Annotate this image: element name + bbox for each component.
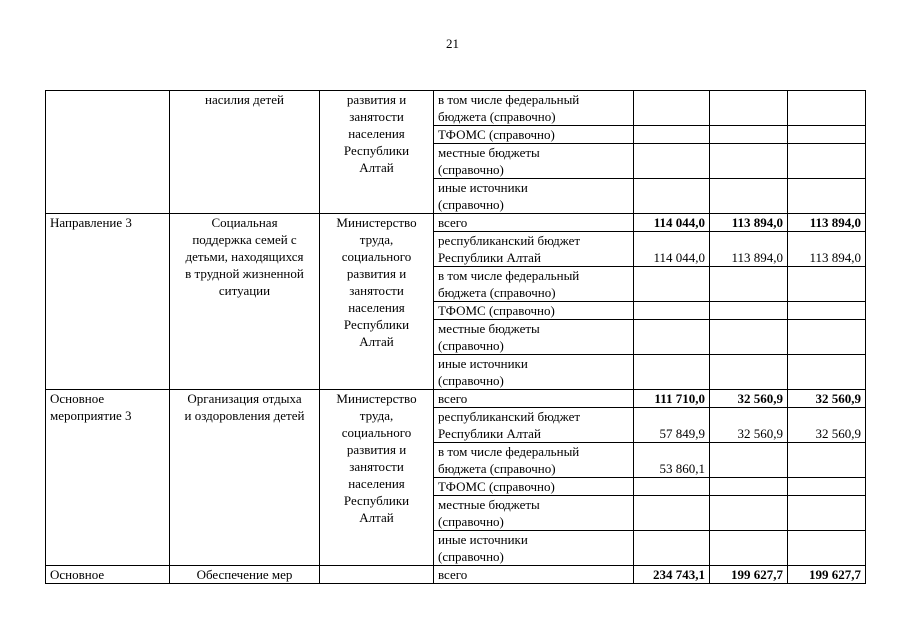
amount-cell-year-2 <box>710 179 788 214</box>
amount-cell-year-2: 32 560,9 <box>710 390 788 408</box>
amount-cell-year-1: 234 743,1 <box>634 566 710 584</box>
page-number: 21 <box>446 36 459 51</box>
table-row <box>46 214 866 232</box>
budget-table <box>45 90 866 584</box>
amount-cell-year-3 <box>788 179 866 214</box>
amount-cell-year-1 <box>634 478 710 496</box>
section-label-cell: Основное мероприятие 3 <box>46 390 170 566</box>
amount-cell-year-2 <box>710 355 788 390</box>
executor-cell: Министерство труда, социального развития и занятости населения Республики Алтай <box>320 390 434 566</box>
funding-source-cell: республиканский бюджет Республики Алтай <box>434 408 634 443</box>
amount-cell-year-1 <box>634 144 710 179</box>
amount-cell-year-3 <box>788 126 866 144</box>
amount-cell-year-2 <box>710 144 788 179</box>
amount-cell-year-1 <box>634 320 710 355</box>
amount-cell-year-3 <box>788 144 866 179</box>
funding-source-cell: местные бюджеты (справочно) <box>434 144 634 179</box>
executor-cell: Министерство труда, социального развития и занятости населения Республики Алтай <box>320 214 434 390</box>
amount-cell-year-2: 113 894,0 <box>710 214 788 232</box>
amount-cell-year-2 <box>710 91 788 126</box>
amount-cell-year-3 <box>788 320 866 355</box>
amount-cell-year-2 <box>710 496 788 531</box>
amount-cell-year-2: 32 560,9 <box>710 408 788 443</box>
amount-cell-year-3 <box>788 91 866 126</box>
amount-cell-year-1 <box>634 179 710 214</box>
amount-cell-year-1 <box>634 91 710 126</box>
funding-source-cell: ТФОМС (справочно) <box>434 478 634 496</box>
amount-cell-year-1 <box>634 496 710 531</box>
amount-cell-year-2 <box>710 126 788 144</box>
measure-name-cell: насилия детей <box>170 91 320 214</box>
funding-source-cell: в том числе федеральный бюджета (справочно) <box>434 91 634 126</box>
amount-cell-year-3 <box>788 531 866 566</box>
amount-cell-year-3 <box>788 355 866 390</box>
funding-source-cell: местные бюджеты (справочно) <box>434 496 634 531</box>
amount-cell-year-1 <box>634 267 710 302</box>
amount-cell-year-2 <box>710 478 788 496</box>
amount-cell-year-3 <box>788 302 866 320</box>
amount-cell-year-2: 113 894,0 <box>710 232 788 267</box>
section-label-cell: Основное <box>46 566 170 584</box>
funding-source-cell: местные бюджеты (справочно) <box>434 320 634 355</box>
table-row <box>46 390 866 408</box>
funding-source-cell: ТФОМС (справочно) <box>434 126 634 144</box>
amount-cell-year-1: 57 849,9 <box>634 408 710 443</box>
funding-source-cell: иные источники (справочно) <box>434 531 634 566</box>
amount-cell-year-1: 53 860,1 <box>634 443 710 478</box>
table-body <box>46 91 866 584</box>
table-row <box>46 91 866 126</box>
table-row <box>46 566 866 584</box>
amount-cell-year-2: 199 627,7 <box>710 566 788 584</box>
executor-cell <box>320 566 434 584</box>
amount-cell-year-3 <box>788 478 866 496</box>
amount-cell-year-3 <box>788 496 866 531</box>
amount-cell-year-1 <box>634 302 710 320</box>
funding-source-cell: в том числе федеральный бюджета (справочно) <box>434 267 634 302</box>
executor-cell: развития и занятости населения Республики Алтай <box>320 91 434 214</box>
amount-cell-year-3: 113 894,0 <box>788 232 866 267</box>
amount-cell-year-1 <box>634 355 710 390</box>
amount-cell-year-3 <box>788 267 866 302</box>
amount-cell-year-2 <box>710 302 788 320</box>
funding-source-cell: всего <box>434 214 634 232</box>
measure-name-cell: Организация отдыха и оздоровления детей <box>170 390 320 566</box>
funding-source-cell: иные источники (справочно) <box>434 355 634 390</box>
funding-source-cell: всего <box>434 390 634 408</box>
funding-source-cell: республиканский бюджет Республики Алтай <box>434 232 634 267</box>
funding-source-cell: ТФОМС (справочно) <box>434 302 634 320</box>
amount-cell-year-1: 114 044,0 <box>634 214 710 232</box>
amount-cell-year-2 <box>710 267 788 302</box>
amount-cell-year-3 <box>788 443 866 478</box>
amount-cell-year-1 <box>634 531 710 566</box>
funding-source-cell: в том числе федеральный бюджета (справочно) <box>434 443 634 478</box>
amount-cell-year-1: 111 710,0 <box>634 390 710 408</box>
measure-name-cell: Обеспечение мер <box>170 566 320 584</box>
amount-cell-year-3: 113 894,0 <box>788 214 866 232</box>
amount-cell-year-2 <box>710 531 788 566</box>
section-label-cell <box>46 91 170 214</box>
amount-cell-year-1 <box>634 126 710 144</box>
amount-cell-year-3: 32 560,9 <box>788 390 866 408</box>
amount-cell-year-1: 114 044,0 <box>634 232 710 267</box>
amount-cell-year-3: 199 627,7 <box>788 566 866 584</box>
funding-source-cell: всего <box>434 566 634 584</box>
amount-cell-year-2 <box>710 443 788 478</box>
funding-source-cell: иные источники (справочно) <box>434 179 634 214</box>
amount-cell-year-3: 32 560,9 <box>788 408 866 443</box>
measure-name-cell: Социальная поддержка семей с детьми, находящихся в трудной жизненной ситуации <box>170 214 320 390</box>
amount-cell-year-2 <box>710 320 788 355</box>
section-label-cell: Направление 3 <box>46 214 170 390</box>
